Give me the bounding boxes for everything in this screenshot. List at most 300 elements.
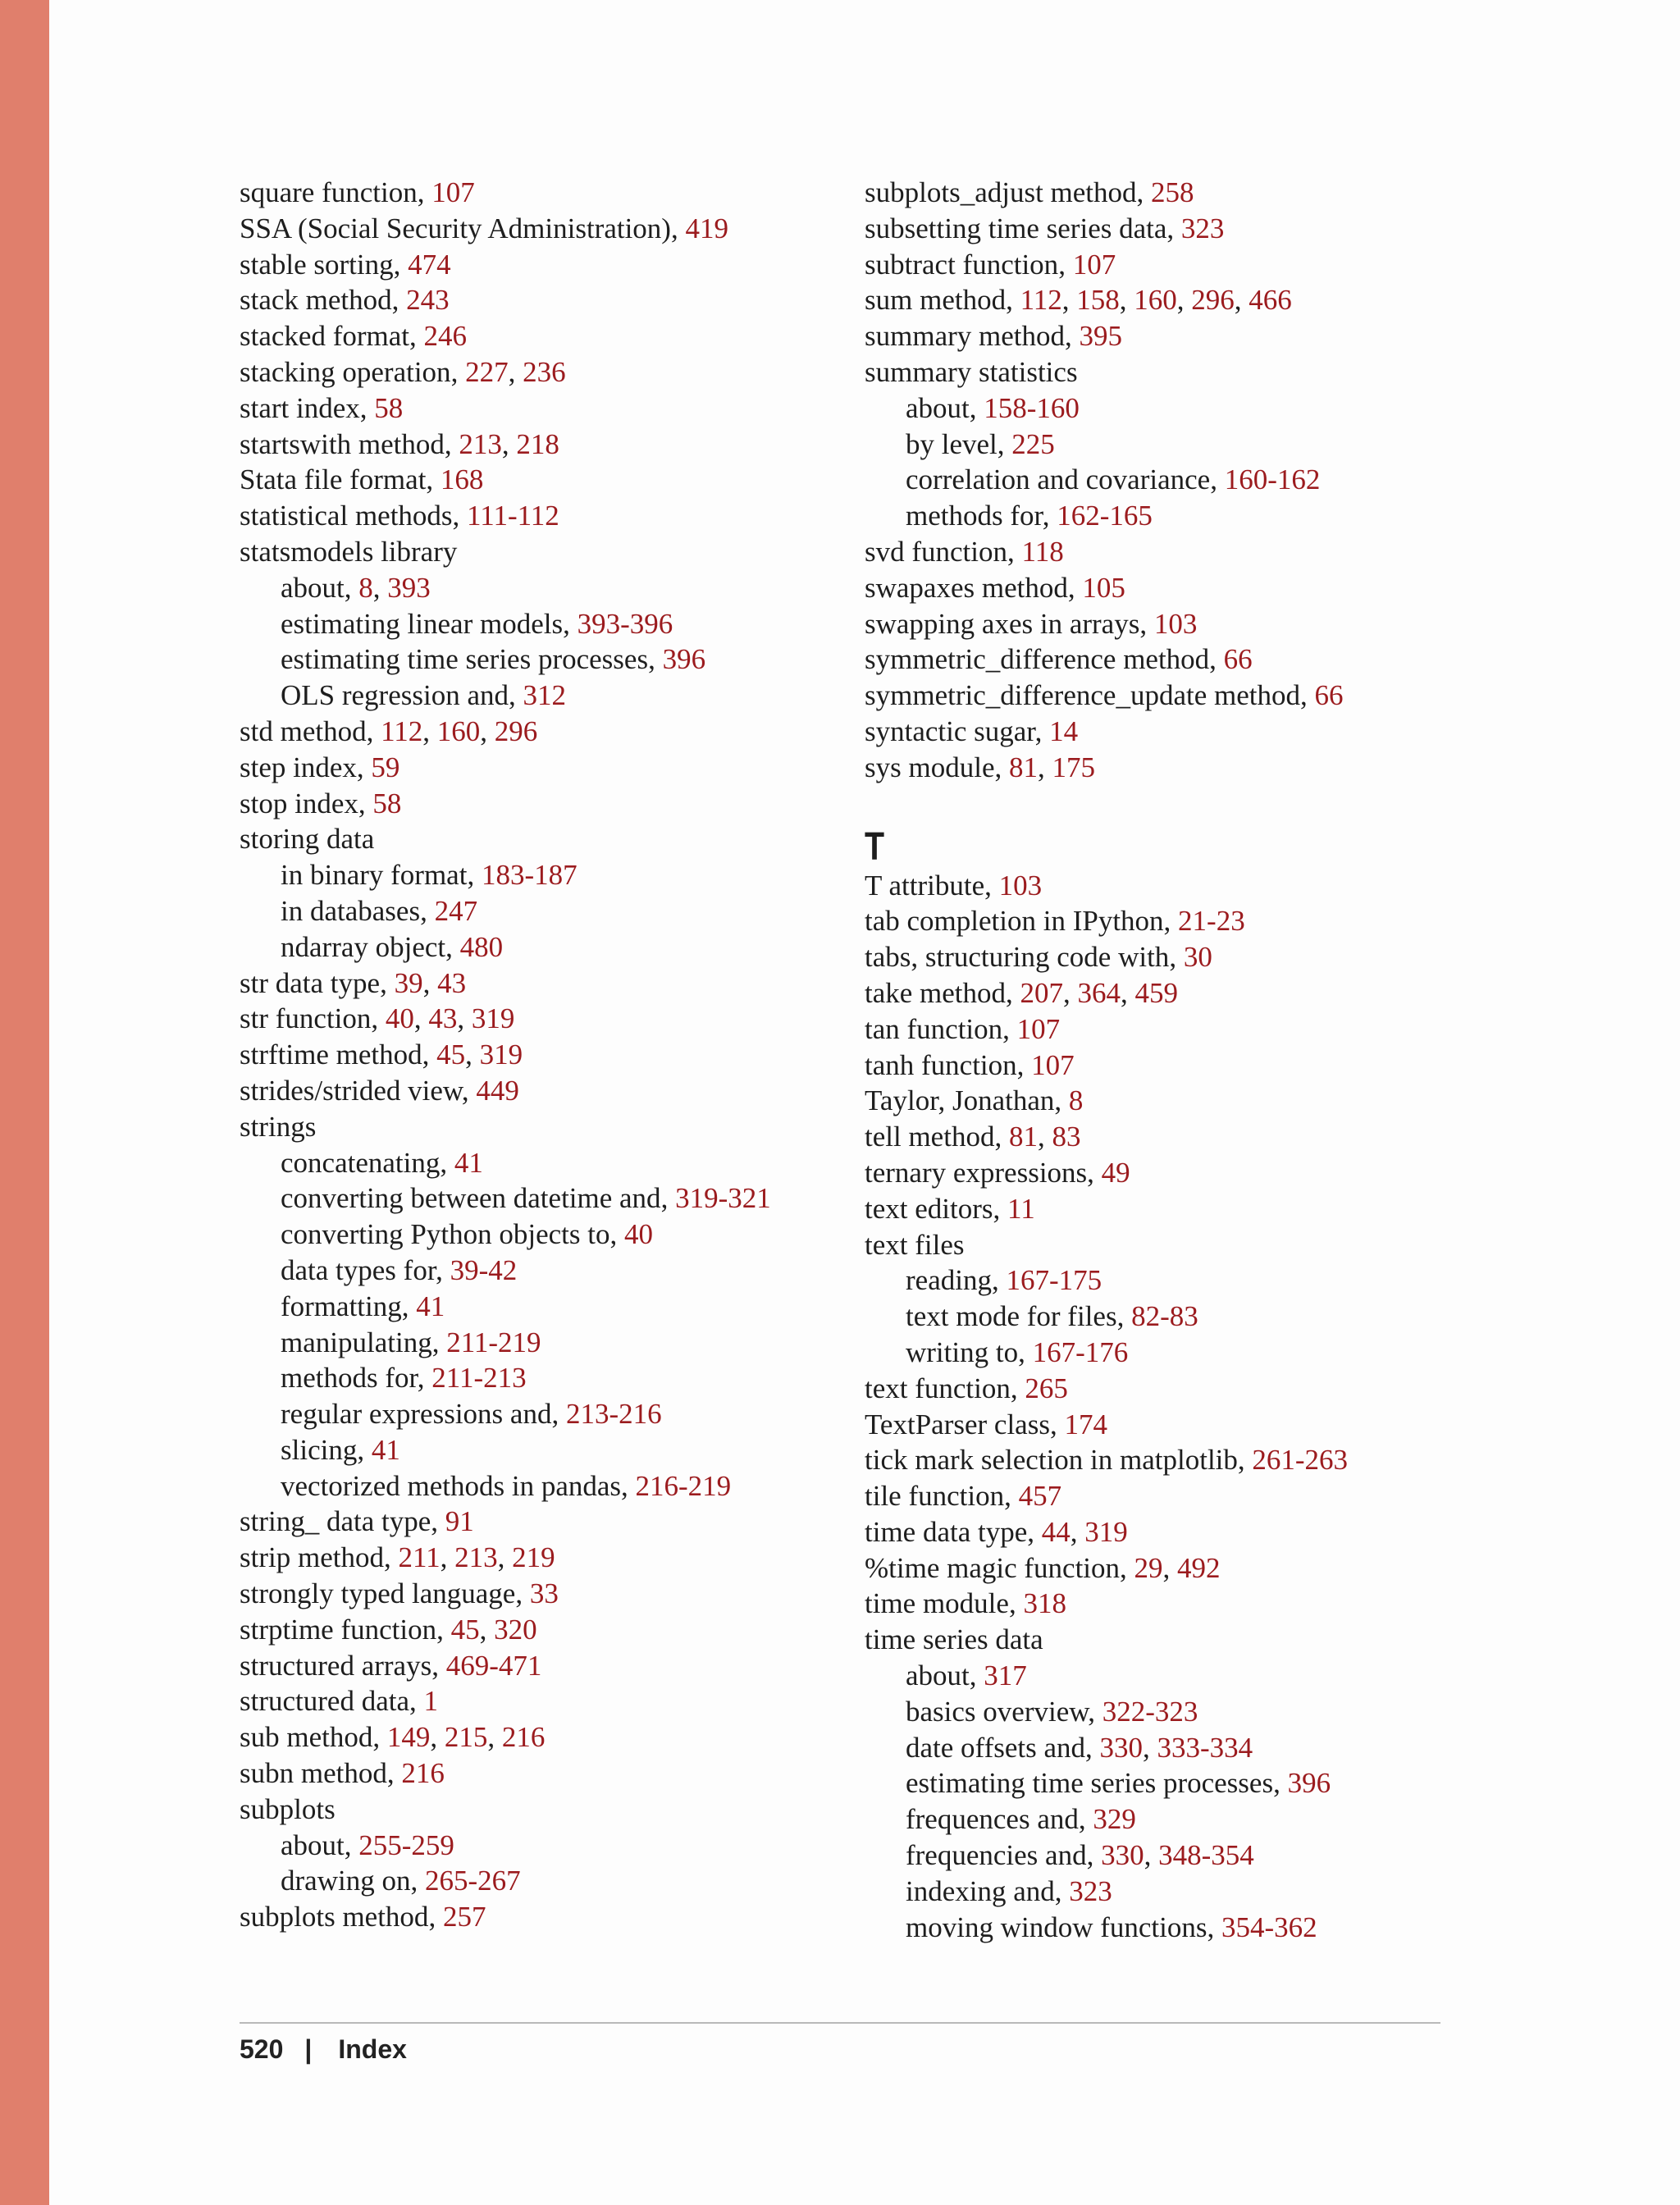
page-reference-link[interactable]: 39-42 <box>450 1253 518 1286</box>
page-reference-link[interactable]: 107 <box>1072 248 1116 281</box>
index-entry: step index, 59 <box>240 751 400 783</box>
index-entry: Stata file format, 168 <box>240 463 484 496</box>
index-term: OLS regression and <box>281 679 509 712</box>
page-reference-link[interactable]: 364 <box>1077 976 1121 1009</box>
index-term: frequencies and <box>906 1839 1087 1872</box>
index-entry: stack method, 243 <box>240 284 450 317</box>
index-entry: swapping axes in arrays, 103 <box>865 607 1198 640</box>
index-entry: tile function, 457 <box>865 1480 1062 1513</box>
index-subentry: writing to, 167-176 <box>906 1335 1129 1368</box>
page-reference-link[interactable]: 168 <box>440 463 484 496</box>
page-reference-link[interactable]: 103 <box>1153 607 1198 640</box>
index-term: tick mark selection in matplotlib <box>865 1444 1238 1477</box>
index-term: symmetric_difference method <box>865 643 1210 676</box>
page-reference-link[interactable]: 333-334 <box>1157 1731 1253 1764</box>
index-term: tile function <box>865 1480 1005 1513</box>
index-term: subplots_adjust method <box>865 176 1137 208</box>
index-entry: TextParser class, 174 <box>865 1408 1107 1440</box>
index-entry: strides/strided view, 449 <box>240 1074 519 1107</box>
page-reference-link[interactable]: 393 <box>387 571 431 604</box>
index-entry: %time magic function, 29, 492 <box>865 1551 1221 1584</box>
page-reference-link[interactable]: 107 <box>431 176 475 208</box>
index-term: about <box>906 391 970 424</box>
page-reference-link[interactable]: 83 <box>1052 1121 1081 1153</box>
index-term: T attribute <box>865 869 985 902</box>
index-subentry: reading, 167-175 <box>906 1264 1102 1297</box>
index-entry <box>240 1109 847 1145</box>
index-term: storing data <box>240 823 375 856</box>
index-entry: subtract function, 107 <box>865 248 1116 281</box>
page-reference-link[interactable]: 396 <box>662 643 706 676</box>
page-reference-link[interactable]: 466 <box>1249 284 1292 317</box>
index-entry: stacked format, 246 <box>240 320 467 353</box>
index-term: subtract function <box>865 248 1059 281</box>
index-entry: text function, 265 <box>865 1372 1068 1404</box>
page-reference-link[interactable]: 111-112 <box>467 500 559 532</box>
page-reference-link[interactable]: 8 <box>358 571 373 604</box>
page-reference-link[interactable]: 40 <box>623 1218 653 1251</box>
page-reference-link[interactable]: 29 <box>1134 1551 1163 1584</box>
index-entry <box>865 1227 1472 1263</box>
index-term: take method <box>865 976 1007 1009</box>
page-reference-link[interactable]: 158-160 <box>984 391 1080 424</box>
index-term: %time magic function <box>865 1551 1121 1584</box>
page-reference-link[interactable]: 41 <box>371 1433 400 1466</box>
index-entry: subn method, 216 <box>240 1757 445 1790</box>
page-reference-link[interactable]: 320 <box>494 1613 537 1646</box>
page-reference-link[interactable]: 354-362 <box>1221 1911 1317 1943</box>
index-entry: swapaxes method, 105 <box>865 571 1125 604</box>
page-reference-link[interactable]: 243 <box>406 284 450 317</box>
index-term: string_ data type <box>240 1505 431 1538</box>
index-term: tanh function <box>865 1048 1017 1081</box>
index-entry: structured data, 1 <box>240 1685 438 1718</box>
page-reference-link[interactable]: 66 <box>1314 679 1344 712</box>
index-entry: svd function, 118 <box>865 535 1064 568</box>
index-entry: stacking operation, 227, 236 <box>240 355 566 388</box>
index-entry: subplots method, 257 <box>240 1901 486 1933</box>
index-subentry: manipulating, 211-219 <box>281 1326 541 1358</box>
index-term: formatting <box>281 1290 402 1322</box>
index-term: summary method <box>865 320 1065 353</box>
page-reference-link[interactable]: 257 <box>442 1901 486 1933</box>
index-entry: std method, 112, 160, 296 <box>240 714 538 747</box>
page-reference-link[interactable]: 11 <box>1007 1192 1035 1225</box>
index-term: sum method <box>865 284 1007 317</box>
index-term: strip method <box>240 1541 384 1574</box>
footer-section-title: Index <box>338 2034 407 2064</box>
index-subentry: frequencies and, 330, 348-354 <box>906 1839 1254 1872</box>
index-subentry: estimating time series processes, 396 <box>906 1767 1331 1800</box>
page-reference-link[interactable]: 216 <box>401 1757 445 1790</box>
index-entry: tick mark selection in matplotlib, 261-263 <box>865 1444 1349 1477</box>
page-reference-link[interactable]: 33 <box>529 1577 559 1610</box>
index-list-t <box>865 868 1472 1946</box>
index-subentry: about, 255-259 <box>281 1828 454 1861</box>
index-entry <box>240 1792 847 1828</box>
page-reference-link[interactable]: 330 <box>1101 1839 1144 1872</box>
index-entry: summary method, 395 <box>865 320 1122 353</box>
page-reference-link[interactable]: 296 <box>1191 284 1235 317</box>
section-letter-heading: T <box>865 824 885 869</box>
index-term: statistical methods <box>240 500 453 532</box>
page-reference-link[interactable]: 91 <box>445 1505 474 1538</box>
page-reference-link[interactable]: 319-321 <box>675 1182 771 1215</box>
page-reference-link[interactable]: 459 <box>1134 976 1179 1009</box>
page-reference-link[interactable]: 216 <box>501 1721 546 1754</box>
index-entry: ternary expressions, 49 <box>865 1156 1130 1189</box>
index-entry: strftime method, 45, 319 <box>240 1039 523 1071</box>
index-entry: strip method, 211, 213, 219 <box>240 1541 555 1574</box>
index-term: time series data <box>865 1623 1043 1656</box>
index-term: strings <box>240 1110 317 1143</box>
index-term: regular expressions and <box>281 1398 552 1431</box>
page-reference-link[interactable]: 158 <box>1076 284 1120 317</box>
page-reference-link[interactable]: 43 <box>437 966 467 999</box>
index-entry: start index, 58 <box>240 391 404 424</box>
page-reference-link[interactable]: 319 <box>479 1039 523 1071</box>
page-reference-link[interactable]: 58 <box>374 391 404 424</box>
page-reference-link[interactable]: 59 <box>371 751 400 783</box>
page-reference-link[interactable]: 160 <box>1134 284 1177 317</box>
page-reference-link[interactable]: 330 <box>1099 1731 1144 1764</box>
index-entry: sys module, 81, 175 <box>865 751 1095 783</box>
index-term: step index <box>240 751 357 783</box>
index-term: about <box>906 1659 970 1692</box>
page-reference-link[interactable]: 149 <box>386 1721 431 1754</box>
index-entry: text editors, 11 <box>865 1192 1035 1225</box>
index-term: subsetting time series data <box>865 212 1167 244</box>
page-reference-link[interactable]: 265 <box>1025 1372 1068 1404</box>
page-reference-link[interactable]: 82-83 <box>1131 1300 1198 1333</box>
index-list-s-continued <box>865 175 1472 786</box>
index-subentry: text mode for files, 82-83 <box>906 1300 1198 1333</box>
index-subentry: moving window functions, 354-362 <box>906 1911 1317 1943</box>
index-subentry: date offsets and, 330, 333-334 <box>906 1731 1253 1764</box>
page-reference-link[interactable]: 1 <box>423 1685 438 1718</box>
page-reference-link[interactable]: 247 <box>434 894 478 927</box>
page-reference-link[interactable]: 457 <box>1018 1480 1062 1513</box>
index-term: strides/strided view <box>240 1074 462 1107</box>
index-subentry: methods for, 162-165 <box>906 500 1153 532</box>
index-term: str data type <box>240 966 381 999</box>
page-reference-link[interactable]: 162-165 <box>1057 500 1153 532</box>
page-reference-link[interactable]: 258 <box>1151 176 1194 208</box>
index-entry: tan function, 107 <box>865 1012 1061 1045</box>
index-term: tell method <box>865 1121 995 1153</box>
page-reference-link[interactable]: 207 <box>1020 976 1064 1009</box>
page-reference-link[interactable]: 215 <box>444 1721 488 1754</box>
index-entry: strongly typed language, 33 <box>240 1577 559 1610</box>
index-term: stacking operation <box>240 355 451 388</box>
page-reference-link[interactable]: 236 <box>523 355 566 388</box>
page-reference-link[interactable]: 174 <box>1064 1408 1107 1440</box>
page-reference-link[interactable]: 39 <box>394 966 423 999</box>
page-reference-link[interactable]: 323 <box>1069 1874 1112 1907</box>
index-entry: tabs, structuring code with, 30 <box>865 941 1212 974</box>
index-entry: square function, 107 <box>240 176 475 208</box>
index-term: correlation and covariance <box>906 463 1211 496</box>
page-reference-link[interactable]: 167-176 <box>1032 1335 1129 1368</box>
page-reference-link[interactable]: 103 <box>998 869 1043 902</box>
page-reference-link[interactable]: 44 <box>1041 1515 1071 1548</box>
page-reference-link[interactable]: 317 <box>984 1659 1027 1692</box>
page-reference-link[interactable]: 323 <box>1180 212 1225 244</box>
page-reference-link[interactable]: 213 <box>459 427 502 460</box>
index-entry <box>240 534 847 570</box>
index-entry: str data type, 39, 43 <box>240 966 467 999</box>
index-term: strftime method <box>240 1039 422 1071</box>
page-reference-link[interactable]: 160-162 <box>1224 463 1321 496</box>
page-reference-link[interactable]: 492 <box>1177 1551 1221 1584</box>
index-subentry: correlation and covariance, 160-162 <box>906 463 1321 496</box>
index-entry: sub method, 149, 215, 216 <box>240 1721 546 1754</box>
index-term: drawing on <box>281 1865 411 1897</box>
index-term: subn method <box>240 1757 387 1790</box>
page-reference-link[interactable]: 312 <box>523 679 567 712</box>
index-subentry: indexing and, 323 <box>906 1874 1112 1907</box>
index-entry: T attribute, 103 <box>865 869 1043 902</box>
index-term: indexing and <box>906 1874 1055 1907</box>
page-reference-link[interactable]: 255-259 <box>358 1828 454 1861</box>
page-reference-link[interactable]: 265-267 <box>424 1865 521 1897</box>
index-entry: str function, 40, 43, 319 <box>240 1002 515 1035</box>
index-subentry: estimating linear models, 393-396 <box>281 607 673 640</box>
page-reference-link[interactable]: 41 <box>454 1146 483 1179</box>
page-reference-link[interactable]: 419 <box>685 212 728 244</box>
index-term: writing to <box>906 1335 1019 1368</box>
page-reference-link[interactable]: 167-175 <box>1006 1264 1102 1297</box>
page-number: 520 <box>240 2034 284 2064</box>
page-reference-link[interactable]: 348-354 <box>1158 1839 1254 1872</box>
page-reference-link[interactable]: 480 <box>459 930 504 963</box>
index-term: syntactic sugar <box>865 714 1035 747</box>
index-term: converting Python objects to <box>281 1218 610 1251</box>
page-reference-link[interactable]: 261-263 <box>1252 1444 1349 1477</box>
page-reference-link[interactable]: 225 <box>1011 427 1055 460</box>
index-entry: sum method, 112, 158, 160, 296, 466 <box>865 284 1292 317</box>
index-column-left <box>240 175 847 1935</box>
index-entry: tab completion in IPython, 21-23 <box>865 905 1245 938</box>
index-entry <box>240 821 847 857</box>
page-reference-link[interactable]: 213-216 <box>565 1398 662 1431</box>
index-subentry: about, 317 <box>906 1659 1027 1692</box>
page-reference-link[interactable]: 296 <box>494 714 538 747</box>
index-term: basics overview <box>906 1695 1089 1728</box>
index-term: frequences and <box>906 1803 1079 1836</box>
index-subentry: drawing on, 265-267 <box>281 1865 521 1897</box>
page-reference-link[interactable]: 322-323 <box>1102 1695 1198 1728</box>
page-reference-link[interactable]: 218 <box>516 427 559 460</box>
index-term: stacked format <box>240 320 409 353</box>
index-subentry: ndarray object, 480 <box>281 930 504 963</box>
index-term: subplots <box>240 1792 336 1825</box>
index-term: text mode for files <box>906 1300 1117 1333</box>
page-reference-link[interactable]: 469-471 <box>445 1649 542 1682</box>
page-reference-link[interactable]: 329 <box>1093 1803 1136 1836</box>
page-reference-link[interactable]: 30 <box>1183 941 1212 974</box>
index-term: slicing <box>281 1433 358 1466</box>
page-reference-link[interactable]: 319 <box>471 1002 515 1035</box>
index-term: square function <box>240 176 418 208</box>
page-reference-link[interactable]: 58 <box>372 787 402 819</box>
index-subentry: in databases, 247 <box>281 894 478 927</box>
page-reference-link[interactable]: 49 <box>1101 1156 1130 1189</box>
index-subentry: slicing, 41 <box>281 1433 400 1466</box>
index-subentry: basics overview, 322-323 <box>906 1695 1198 1728</box>
page-reference-link[interactable]: 105 <box>1082 571 1125 604</box>
page-edge-bar <box>0 0 49 2205</box>
index-term: text editors <box>865 1192 993 1225</box>
page-reference-link[interactable]: 112 <box>1020 284 1062 317</box>
index-term: structured data <box>240 1685 409 1718</box>
page-reference-link[interactable]: 227 <box>465 355 509 388</box>
page-reference-link[interactable]: 112 <box>381 714 423 747</box>
footer-rule <box>240 2022 1440 2024</box>
index-subentry: by level, 225 <box>906 427 1055 460</box>
index-term: sys module <box>865 751 995 783</box>
page-reference-link[interactable]: 107 <box>1031 1048 1075 1081</box>
page-reference-link[interactable]: 43 <box>428 1002 458 1035</box>
page-reference-link[interactable]: 81 <box>1008 751 1038 783</box>
index-term: estimating time series processes <box>281 643 649 676</box>
index-subentry: converting Python objects to, 40 <box>281 1218 653 1251</box>
page-reference-link[interactable]: 14 <box>1049 714 1079 747</box>
index-subentry: about, 8, 393 <box>281 571 431 604</box>
index-term: in databases <box>281 894 421 927</box>
page-reference-link[interactable]: 175 <box>1052 751 1095 783</box>
index-subentry: frequences and, 329 <box>906 1803 1136 1836</box>
index-term: swapaxes method <box>865 571 1068 604</box>
index-subentry: methods for, 211-213 <box>281 1362 527 1395</box>
page-reference-link[interactable]: 246 <box>423 320 467 353</box>
index-subentry: data types for, 39-42 <box>281 1253 518 1286</box>
index-term: date offsets and <box>906 1731 1086 1764</box>
page-reference-link[interactable]: 66 <box>1223 643 1253 676</box>
footer-separator: | <box>304 2034 313 2064</box>
page-reference-link[interactable]: 213 <box>454 1541 498 1574</box>
page-reference-link[interactable]: 183-187 <box>481 859 578 892</box>
index-entry: subsetting time series data, 323 <box>865 212 1225 244</box>
index-entry: string_ data type, 91 <box>240 1505 474 1538</box>
index-term: tan function <box>865 1012 1003 1045</box>
index-term: stop index <box>240 787 358 819</box>
index-entry: SSA (Social Security Administration), 419 <box>240 212 728 244</box>
index-term: startswith method <box>240 427 445 460</box>
index-term: Taylor, Jonathan <box>865 1084 1055 1117</box>
page-reference-link[interactable]: 45 <box>450 1613 480 1646</box>
index-term: stable sorting <box>240 248 394 281</box>
page-reference-link[interactable]: 211-213 <box>431 1362 527 1395</box>
page-reference-link[interactable]: 318 <box>1023 1587 1066 1620</box>
index-term: estimating time series processes <box>906 1767 1274 1800</box>
index-entry: symmetric_difference_update method, 66 <box>865 679 1344 712</box>
page-reference-link[interactable]: 216-219 <box>635 1469 732 1502</box>
index-entry: structured arrays, 469-471 <box>240 1649 542 1682</box>
index-term: time module <box>865 1587 1009 1620</box>
index-term: ndarray object <box>281 930 446 963</box>
index-term: about <box>281 1828 345 1861</box>
index-entry: stop index, 58 <box>240 787 402 819</box>
page-reference-link[interactable]: 21-23 <box>1178 905 1245 938</box>
index-term: estimating linear models <box>281 607 564 640</box>
index-entry <box>865 354 1472 390</box>
index-entry: tanh function, 107 <box>865 1048 1075 1081</box>
index-term: methods for <box>281 1362 418 1395</box>
index-term: about <box>281 571 345 604</box>
index-term: statsmodels library <box>240 535 458 568</box>
index-entry: syntactic sugar, 14 <box>865 714 1079 747</box>
index-term: converting between datetime and <box>281 1182 661 1215</box>
index-term: vectorized methods in pandas <box>281 1469 622 1502</box>
index-term: manipulating <box>281 1326 432 1358</box>
index-term: start index <box>240 391 360 424</box>
page-reference-link[interactable]: 395 <box>1079 320 1122 353</box>
page-reference-link[interactable]: 107 <box>1016 1012 1061 1045</box>
index-entry: stable sorting, 474 <box>240 248 451 281</box>
page-reference-link[interactable]: 211-219 <box>446 1326 541 1358</box>
index-term: summary statistics <box>865 355 1078 388</box>
index-term: tab completion in IPython <box>865 905 1164 938</box>
index-subentry: converting between datetime and, 319-321 <box>281 1182 771 1215</box>
index-term: symmetric_difference_update method <box>865 679 1300 712</box>
page-reference-link[interactable]: 219 <box>512 1541 555 1574</box>
index-entry: take method, 207, 364, 459 <box>865 976 1179 1009</box>
index-column-right <box>865 175 1472 1945</box>
page-reference-link[interactable]: 393-396 <box>577 607 673 640</box>
page-reference-link[interactable]: 8 <box>1068 1084 1084 1117</box>
page-reference-link[interactable]: 396 <box>1287 1767 1331 1800</box>
index-subentry: formatting, 41 <box>281 1290 445 1322</box>
index-term: Stata file format <box>240 463 427 496</box>
index-term: ternary expressions <box>865 1156 1088 1189</box>
index-entry: strptime function, 45, 320 <box>240 1613 537 1646</box>
index-entry: subplots_adjust method, 258 <box>865 176 1194 208</box>
index-term: stack method <box>240 284 392 317</box>
index-term: svd function <box>865 535 1008 568</box>
index-subentry: OLS regression and, 312 <box>281 679 567 712</box>
index-term: time data type <box>865 1515 1028 1548</box>
page-reference-link[interactable]: 40 <box>385 1002 414 1035</box>
index-entry: tell method, 81, 83 <box>865 1121 1081 1153</box>
index-entry: time data type, 44, 319 <box>865 1515 1128 1548</box>
index-entry: Taylor, Jonathan, 8 <box>865 1084 1084 1117</box>
page-reference-link[interactable]: 41 <box>416 1290 445 1322</box>
page-reference-link[interactable]: 118 <box>1021 535 1064 568</box>
page-reference-link[interactable]: 319 <box>1084 1515 1128 1548</box>
index-subentry: vectorized methods in pandas, 216-219 <box>281 1469 732 1502</box>
index-term: text files <box>865 1228 965 1261</box>
index-term: tabs, structuring code with <box>865 941 1170 974</box>
page-reference-link[interactable]: 81 <box>1008 1121 1038 1153</box>
index-term: sub method <box>240 1721 373 1754</box>
page-reference-link[interactable]: 211 <box>398 1541 441 1574</box>
index-subentry: in binary format, 183-187 <box>281 859 578 892</box>
index-term: methods for <box>906 500 1043 532</box>
index-term: in binary format <box>281 859 468 892</box>
index-term: str function <box>240 1002 372 1035</box>
page-reference-link[interactable]: 160 <box>436 714 481 747</box>
index-entry: startswith method, 213, 218 <box>240 427 559 460</box>
section-gap <box>865 786 1472 827</box>
page-reference-link[interactable]: 449 <box>476 1074 519 1107</box>
index-term: concatenating <box>281 1146 441 1179</box>
index-term: data types for <box>281 1253 436 1286</box>
index-entry: symmetric_difference method, 66 <box>865 643 1253 676</box>
index-subentry: regular expressions and, 213-216 <box>281 1398 662 1431</box>
page-reference-link[interactable]: 45 <box>436 1039 466 1071</box>
page-reference-link[interactable]: 474 <box>408 248 451 281</box>
